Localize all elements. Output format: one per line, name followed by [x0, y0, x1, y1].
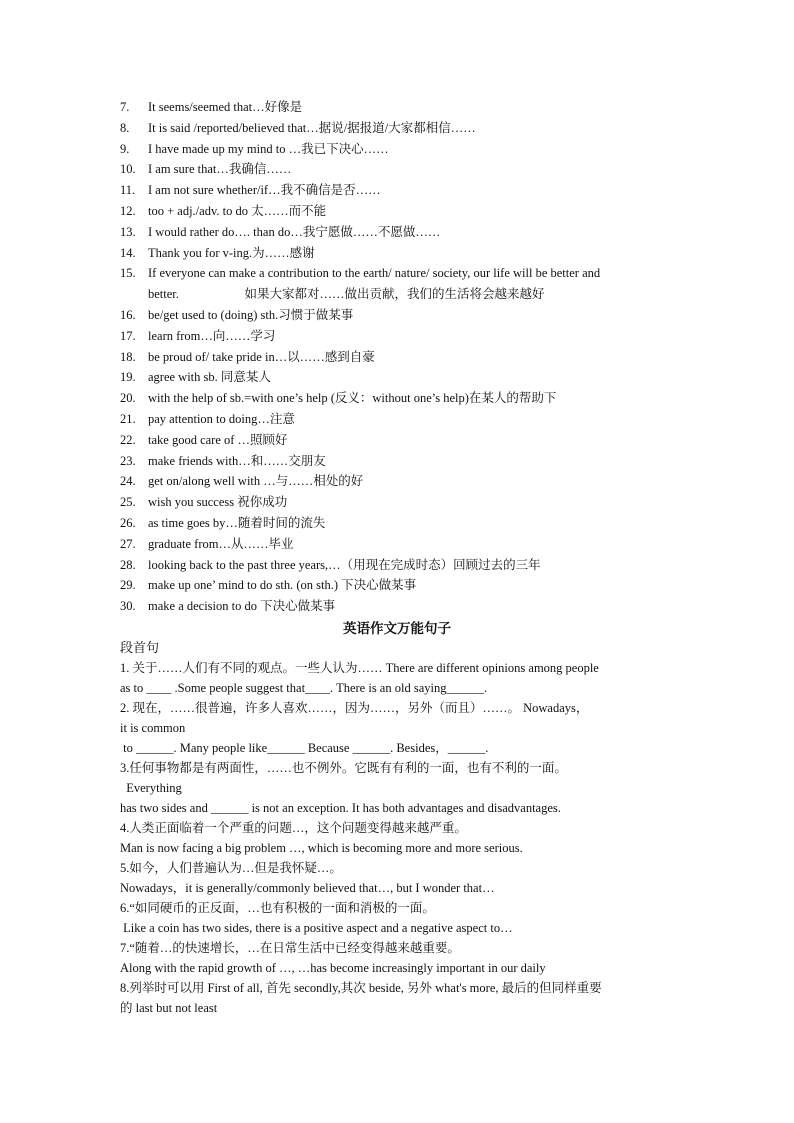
item-text: learn from…向……学习 [148, 328, 276, 343]
list-item [120, 180, 680, 201]
essay-line: has two sides and ______ is not an exception. It has both advantages and disadvantages. [120, 801, 561, 815]
item-number: 22. [120, 432, 136, 447]
list-item [120, 451, 680, 472]
list-item [120, 222, 680, 243]
item-number: 17. [120, 328, 136, 343]
list-item [120, 201, 680, 222]
list-item [120, 575, 680, 596]
list-item [120, 243, 680, 264]
item-text: with the help of sb.=with one’s help (反义：without one’s help)在某人的帮助下 [148, 391, 557, 406]
item-text: make a decision to do 下决心做某事 [148, 599, 336, 614]
section-title: 英语作文万能句子 [343, 621, 451, 636]
list-item [120, 347, 680, 368]
essay-line: Nowadays，it is generally/commonly believed that…, but I wonder that… [120, 881, 495, 895]
item-number: 26. [120, 515, 136, 530]
item-number: 11. [120, 183, 136, 198]
item-text: I am sure that…我确信…… [148, 162, 292, 177]
essay-line: 6.“如同硬币的正反面，…也有积极的一面和消极的一面。 [120, 901, 435, 915]
item-number: 15. [120, 266, 136, 281]
item-number: 30. [120, 599, 136, 614]
item-text: I would rather do…. than do…我宁愿做……不愿做…… [148, 224, 441, 239]
list-item [120, 139, 680, 160]
essay-line: 8.列举时可以用 First of all, 首先 secondly,其次 beside, 另外 what's more, 最后的但同样重要 [120, 981, 602, 995]
list-item [120, 367, 680, 388]
essay-line: Man is now facing a big problem …, which is becoming more and more serious. [120, 841, 523, 855]
list-item [120, 534, 680, 555]
list-item [120, 492, 680, 513]
item-number: 9. [120, 141, 130, 156]
item-number: 20. [120, 391, 136, 406]
list-item [120, 263, 680, 284]
item-number: 19. [120, 370, 136, 385]
item-text: It is said /reported/believed that…据说/据报道/大家都相信…… [148, 120, 476, 135]
item-text: get on/along well with …与……相处的好 [148, 474, 364, 489]
essay-line: 1. 关于……人们有不同的观点。一些人认为…… There are different opinions among people [120, 661, 599, 675]
item-text: as time goes by…随着时间的流失 [148, 515, 326, 530]
item-number: 23. [120, 453, 136, 468]
item-text: take good care of …照顾好 [148, 432, 288, 447]
item-number: 27. [120, 536, 136, 551]
essay-line: 5.如今，人们普遍认为…但是我怀疑…。 [120, 861, 342, 875]
list-item-continuation [120, 284, 680, 305]
list-item [120, 118, 680, 139]
item-text: graduate from…从……毕业 [148, 536, 294, 551]
list-item [120, 555, 680, 576]
item-text: I am not sure whether/if…我不确信是否…… [148, 183, 381, 198]
essay-sentences [120, 638, 690, 1018]
essay-line: 4.人类正面临着一个严重的问题…，这个问题变得越来越严重。 [120, 821, 467, 835]
essay-line: it is common [120, 721, 186, 735]
section-heading: 段首句 [120, 640, 160, 655]
essay-line: 2. 现在，……很普遍，许多人喜欢……，因为……，另外（而且）……。 Nowadays， [120, 701, 589, 715]
list-item [120, 159, 680, 180]
essay-line: to ______. Many people like______ Because ______. Besides，______. [120, 741, 489, 755]
item-text: I have made up my mind to …我已下决心…… [148, 141, 389, 156]
item-text: Thank you for v-ing.为……感谢 [148, 245, 315, 260]
essay-line: Everything [120, 781, 182, 795]
item-number: 14. [120, 245, 136, 260]
essay-line: 7.“随着…的快速增长，…在日常生活中已经变得越来越重要。 [120, 941, 460, 955]
item-number: 13. [120, 224, 136, 239]
item-text: If everyone can make a contribution to the earth/ nature/ society, our life will be better and [148, 266, 601, 281]
item-text: too + adj./adv. to do 太……而不能 [148, 203, 327, 218]
item-number: 12. [120, 203, 136, 218]
item-text: wish you success 祝你成功 [148, 495, 288, 510]
item-number: 10. [120, 162, 136, 177]
list-item [120, 305, 680, 326]
item-text: be proud of/ take pride in…以……感到自豪 [148, 349, 375, 364]
list-item [120, 97, 680, 118]
item-number: 8. [120, 120, 130, 135]
list-item [120, 471, 680, 492]
list-item [120, 388, 680, 409]
item-text: be/get used to (doing) sth.习惯于做某事 [148, 307, 354, 322]
item-text: make up one’ mind to do sth. (on sth.) 下决心做某事 [148, 578, 417, 593]
item-number: 29. [120, 578, 136, 593]
list-item [120, 513, 680, 534]
essay-line: 3.任何事物都是有两面性，……也不例外。它既有有利的一面，也有不利的一面。 [120, 761, 567, 775]
item-text: It seems/seemed that…好像是 [148, 100, 303, 114]
item-text: agree with sb. 同意某人 [148, 370, 271, 385]
list-item [120, 326, 680, 347]
essay-line: as to ____ .Some people suggest that____. There is an old saying______. [120, 681, 488, 695]
item-number: 16. [120, 307, 136, 322]
essay-line: 的 last but not least [120, 1001, 218, 1015]
phrase-list [120, 97, 680, 617]
item-number: 28. [120, 557, 136, 572]
item-number: 7. [120, 100, 130, 114]
list-item [120, 409, 680, 430]
item-text: pay attention to doing…注意 [148, 411, 295, 426]
essay-line: Along with the rapid growth of …, …has become increasingly important in our daily [120, 961, 546, 975]
essay-line: Like a coin has two sides, there is a positive aspect and a negative aspect to… [120, 921, 513, 935]
list-item [120, 430, 680, 451]
item-text: looking back to the past three years,…（用现在完成时态）回顾过去的三年 [148, 557, 541, 572]
item-number: 24. [120, 474, 136, 489]
item-text-continued: better. 如果大家都对……做出贡献，我们的生活将会越来越好 [148, 287, 545, 302]
list-item [120, 596, 680, 617]
item-number: 18. [120, 349, 136, 364]
item-number: 21. [120, 411, 136, 426]
item-text: make friends with…和……交朋友 [148, 453, 326, 468]
item-number: 25. [120, 495, 136, 510]
